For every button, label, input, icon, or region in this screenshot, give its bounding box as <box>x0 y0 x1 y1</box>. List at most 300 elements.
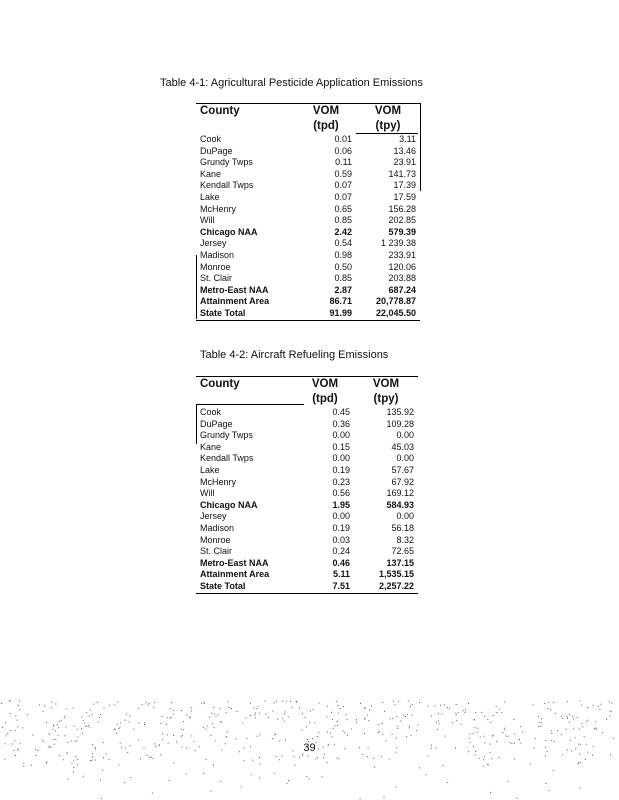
scan-speck <box>213 707 214 708</box>
scan-speck <box>346 714 347 715</box>
county-cell: State Total <box>196 581 296 593</box>
scan-speck <box>327 762 328 763</box>
table-row <box>196 569 418 581</box>
scan-speck <box>310 711 311 712</box>
vom-tpd-header <box>296 104 356 135</box>
scan-speck <box>162 733 163 734</box>
scan-speck <box>551 733 552 734</box>
scan-speck <box>442 713 443 714</box>
scan-speck <box>581 723 582 724</box>
scan-speck <box>443 765 444 766</box>
table-body <box>196 134 420 320</box>
scan-speck <box>490 722 491 723</box>
scan-speck <box>73 708 74 709</box>
scan-speck <box>404 715 405 716</box>
scan-speck <box>463 710 464 711</box>
county-cell: Kane <box>200 168 222 179</box>
vom-tpy-header-unit: (tpy) <box>373 393 399 405</box>
scan-speck <box>93 704 94 705</box>
county-cell: McHenry <box>200 476 237 487</box>
scan-speck <box>582 726 583 727</box>
scan-speck <box>317 757 318 758</box>
scan-speck <box>58 735 59 736</box>
table-rule <box>420 103 421 191</box>
scan-speck <box>547 708 548 709</box>
table-row <box>196 442 418 454</box>
scan-speck <box>138 739 139 740</box>
scan-speck <box>419 767 420 768</box>
scan-speck <box>231 708 232 709</box>
vom-tpd-cell: 0.00 <box>332 453 350 464</box>
scan-speck <box>438 721 439 722</box>
scan-speck <box>268 717 269 718</box>
scan-speck <box>394 704 395 705</box>
scan-speck <box>392 718 393 719</box>
scan-speck <box>66 708 67 709</box>
scan-speck <box>456 720 457 721</box>
scan-speck <box>382 702 383 703</box>
scan-speck <box>360 798 361 799</box>
scan-speck <box>570 740 571 741</box>
scan-speck <box>10 701 11 702</box>
scan-speck <box>484 756 485 757</box>
vom-tpd-cell: 2.42 <box>334 226 352 237</box>
vom-tpy-cell: 13.46 <box>393 145 416 156</box>
scan-speck <box>307 756 308 757</box>
vom-tpy-cell: 202.85 <box>388 215 416 226</box>
scan-speck <box>551 730 552 731</box>
scan-speck <box>577 717 578 718</box>
scan-speck <box>440 705 441 706</box>
scan-speck <box>260 734 261 735</box>
scan-speck <box>276 701 277 702</box>
scan-speck <box>396 738 397 739</box>
scan-speck <box>327 706 328 707</box>
vom-tpy-cell: 203.88 <box>388 273 416 284</box>
scan-speck <box>496 712 497 713</box>
scan-speck <box>520 726 521 727</box>
scan-speck <box>318 732 319 733</box>
scan-speck <box>73 767 74 768</box>
scan-speck <box>259 777 260 778</box>
scan-speck <box>409 726 410 727</box>
scan-speck <box>252 760 253 761</box>
scan-speck <box>530 764 531 765</box>
scan-speck <box>285 740 286 741</box>
scan-speck <box>332 736 333 737</box>
scan-speck <box>162 739 163 740</box>
scan-speck <box>364 718 365 719</box>
scan-speck <box>88 725 89 726</box>
county-header: County <box>196 104 296 135</box>
scan-speck <box>125 720 126 721</box>
scan-speck <box>337 758 338 759</box>
vom-tpd-cell: 0.00 <box>332 430 350 441</box>
vom-tpd-cell: 0.19 <box>332 522 350 533</box>
scan-speck <box>284 713 285 714</box>
scan-speck <box>561 734 562 735</box>
scan-speck <box>210 735 211 736</box>
scan-speck <box>65 716 66 717</box>
scan-speck <box>203 727 204 728</box>
scan-speck <box>519 739 520 740</box>
scan-speck <box>211 713 212 714</box>
scan-speck <box>508 781 509 782</box>
scan-speck <box>182 735 183 736</box>
scan-speck <box>82 716 83 717</box>
scan-speck <box>458 712 459 713</box>
vom-tpd-header-unit: (tpd) <box>312 393 338 405</box>
table-row <box>196 430 418 442</box>
scan-speck <box>147 755 148 756</box>
table-row <box>196 500 418 512</box>
scan-speck <box>606 719 607 720</box>
county-cell: St. Clair <box>200 273 233 284</box>
scan-speck <box>113 729 114 730</box>
vom-tpy-cell: 137.15 <box>386 557 414 568</box>
scan-speck <box>599 709 600 710</box>
scan-speck <box>286 701 287 702</box>
scan-speck <box>389 759 390 760</box>
scan-speck <box>516 798 517 799</box>
scan-speck <box>295 765 296 766</box>
scan-speck <box>567 718 568 719</box>
vom-tpd-cell: 0.15 <box>332 441 350 452</box>
scan-speck <box>396 716 397 717</box>
scan-speck <box>18 705 19 706</box>
scan-speck <box>286 783 287 784</box>
scan-speck <box>522 731 523 732</box>
scan-speck <box>538 726 539 727</box>
vom-tpd-cell: 1.95 <box>332 499 350 510</box>
scan-speck <box>449 708 450 709</box>
scan-speck <box>315 759 316 760</box>
vom-tpy-cell: 2,257.22 <box>354 581 418 593</box>
scan-speck <box>83 720 84 721</box>
scan-speck <box>561 716 562 717</box>
scan-speck <box>59 755 60 756</box>
county-cell: DuPage <box>200 418 233 429</box>
scan-speck <box>203 702 204 703</box>
scan-speck <box>258 706 259 707</box>
scan-speck <box>130 777 131 778</box>
scan-speck <box>254 714 255 715</box>
scan-speck <box>1 703 2 704</box>
scan-speck <box>140 759 141 760</box>
scan-speck <box>378 732 379 733</box>
scan-speck <box>117 701 118 702</box>
vom-tpy-cell: 0.00 <box>396 453 414 464</box>
scan-speck <box>191 711 192 712</box>
scan-speck <box>406 736 407 737</box>
vom-tpy-cell: 233.91 <box>388 249 416 260</box>
scan-speck <box>545 783 546 784</box>
table-row <box>196 523 418 535</box>
vom-tpy-cell: 56.18 <box>391 522 414 533</box>
scan-speck <box>15 716 16 717</box>
scan-speck <box>602 732 603 733</box>
table-row <box>196 134 420 146</box>
scan-speck <box>479 758 480 759</box>
scan-speck <box>7 733 8 734</box>
scan-speck <box>173 763 174 764</box>
scan-speck <box>17 720 18 721</box>
scan-speck <box>364 708 365 709</box>
scan-speck <box>436 722 437 723</box>
scan-speck <box>82 733 83 734</box>
vom-tpy-cell: 156.28 <box>388 203 416 214</box>
vom-tpy-cell: 141.73 <box>388 168 416 179</box>
scan-speck <box>373 758 374 759</box>
scan-speck <box>103 757 104 758</box>
vom-tpd-header-label: VOM <box>312 105 340 117</box>
scan-speck <box>499 757 500 758</box>
county-cell: Attainment Area <box>200 296 270 307</box>
scan-speck <box>381 756 382 757</box>
scan-speck <box>77 729 78 730</box>
scan-speck <box>250 715 251 716</box>
scan-speck <box>10 730 11 731</box>
scan-speck <box>274 773 275 774</box>
vom-tpy-cell: 45.03 <box>391 441 414 452</box>
table-row <box>196 453 418 465</box>
county-cell: McHenry <box>200 203 237 214</box>
vom-tpd-cell: 0.00 <box>332 511 350 522</box>
scan-speck <box>504 701 505 702</box>
scan-speck <box>610 754 611 755</box>
vom-tpd-cell: 0.11 <box>335 157 352 168</box>
scan-speck <box>19 709 20 710</box>
scan-speck <box>428 756 429 757</box>
scan-speck <box>505 736 506 737</box>
table-row <box>196 308 420 320</box>
table-row <box>196 204 420 216</box>
scan-speck <box>335 725 336 726</box>
scan-speck <box>227 701 228 702</box>
table-row <box>196 558 418 570</box>
scan-speck <box>77 765 78 766</box>
scan-speck <box>162 716 163 717</box>
scan-speck <box>410 706 411 707</box>
scan-speck <box>281 756 282 757</box>
county-cell: Grundy Twps <box>200 430 253 441</box>
vom-tpd-cell: 0.56 <box>332 488 350 499</box>
scan-speck <box>226 736 227 737</box>
scan-speck <box>586 721 587 722</box>
scan-speck <box>279 759 280 760</box>
scan-speck <box>23 766 24 767</box>
scan-speck <box>214 727 215 728</box>
scan-speck <box>160 723 161 724</box>
scan-speck <box>115 729 116 730</box>
county-cell: DuPage <box>200 145 233 156</box>
county-cell: Will <box>200 215 215 226</box>
scan-speck <box>296 701 297 702</box>
scan-speck <box>337 705 338 706</box>
scan-speck <box>51 707 52 708</box>
scan-speck <box>89 716 90 717</box>
scan-speck <box>336 701 337 702</box>
scan-speck <box>400 721 401 722</box>
scan-speck <box>277 719 278 720</box>
scan-speck <box>343 731 344 732</box>
table-row <box>196 215 420 227</box>
scan-speck <box>548 702 549 703</box>
scan-speck <box>464 712 465 713</box>
scan-speck <box>99 717 100 718</box>
table-row <box>196 157 420 169</box>
vom-tpy-cell: 169.12 <box>386 488 414 499</box>
scan-speck <box>282 718 283 719</box>
scan-speck <box>491 758 492 759</box>
scan-speck <box>210 791 211 792</box>
scan-speck <box>578 762 579 763</box>
scan-speck <box>481 712 482 713</box>
scan-speck <box>27 714 28 715</box>
scan-speck <box>541 722 542 723</box>
scan-speck <box>609 711 610 712</box>
scan-speck <box>551 740 552 741</box>
scan-speck <box>237 711 238 712</box>
scan-speck <box>17 726 18 727</box>
scan-speck <box>611 703 612 704</box>
scan-speck <box>216 716 217 717</box>
table-row <box>196 477 418 489</box>
scan-speck <box>476 732 477 733</box>
scan-speck <box>97 702 98 703</box>
vom-tpy-cell: 20,778.87 <box>375 296 416 307</box>
scan-speck <box>356 719 357 720</box>
scan-speck <box>572 716 573 717</box>
scan-speck <box>186 773 187 774</box>
scan-speck <box>580 762 581 763</box>
vom-tpd-cell: 5.11 <box>332 569 350 580</box>
scan-speck <box>22 727 23 728</box>
scan-speck <box>64 735 65 736</box>
scan-speck <box>302 713 303 714</box>
scan-speck <box>129 715 130 716</box>
scan-speck <box>555 713 556 714</box>
scan-speck <box>53 729 54 730</box>
scan-speck <box>473 719 474 720</box>
scan-speck <box>53 739 54 740</box>
table-row <box>196 250 420 262</box>
county-cell: State Total <box>196 308 296 320</box>
scan-speck <box>242 723 243 724</box>
scan-speck <box>473 733 474 734</box>
scan-speck <box>314 722 315 723</box>
scan-speck <box>126 714 127 715</box>
scan-speck <box>549 790 550 791</box>
scan-speck <box>514 733 515 734</box>
scan-speck <box>538 716 539 717</box>
county-cell: Kendall Twps <box>200 453 254 464</box>
scan-speck <box>595 721 596 722</box>
scan-speck <box>120 722 121 723</box>
scan-speck <box>475 712 476 713</box>
scan-speck <box>290 701 291 702</box>
scan-speck <box>306 776 307 777</box>
vom-tpy-header-label: VOM <box>374 105 402 117</box>
scan-speck <box>86 712 87 713</box>
vom-tpy-cell: 1,535.15 <box>378 569 414 580</box>
scan-speck <box>85 726 86 727</box>
scan-speck <box>493 715 494 716</box>
scan-speck <box>378 724 379 725</box>
scan-speck <box>390 718 391 719</box>
vom-tpd-cell: 91.99 <box>296 308 356 320</box>
scan-speck <box>296 702 297 703</box>
scan-speck <box>412 704 413 705</box>
scan-speck <box>544 703 545 704</box>
scan-speck <box>393 701 394 702</box>
scan-speck <box>144 722 145 723</box>
scan-speck <box>434 706 435 707</box>
scan-speck <box>151 757 152 758</box>
table-row <box>196 465 418 477</box>
scan-speck <box>77 759 78 760</box>
scan-speck <box>382 734 383 735</box>
scan-speck <box>247 738 248 739</box>
scan-speck <box>379 731 380 732</box>
page-number: 39 <box>303 742 316 754</box>
scan-speck <box>513 719 514 720</box>
county-cell: Jersey <box>200 238 227 249</box>
scan-speck <box>171 717 172 718</box>
vom-tpy-cell: 17.59 <box>393 191 416 202</box>
scan-speck <box>89 727 90 728</box>
scan-speck <box>419 702 420 703</box>
county-cell: Monroe <box>200 261 231 272</box>
scan-speck <box>92 714 93 715</box>
county-cell: Metro-East NAA <box>200 557 269 568</box>
scan-speck <box>58 727 59 728</box>
scan-speck <box>254 708 255 709</box>
scan-speck <box>581 705 582 706</box>
scan-speck <box>504 730 505 731</box>
scan-speck <box>492 736 493 737</box>
scan-speck <box>340 708 341 709</box>
scan-speck <box>557 730 558 731</box>
scan-speck <box>257 736 258 737</box>
county-cell: Chicago NAA <box>200 226 258 237</box>
scan-speck <box>256 708 257 709</box>
scan-speck <box>347 735 348 736</box>
scan-speck <box>173 735 174 736</box>
scan-speck <box>367 756 368 757</box>
county-cell: Will <box>200 488 215 499</box>
scan-speck <box>613 738 614 739</box>
scan-speck <box>173 714 174 715</box>
scan-speck <box>592 755 593 756</box>
scan-speck <box>291 707 292 708</box>
scan-speck <box>274 702 275 703</box>
scan-speck <box>220 721 221 722</box>
scan-speck <box>579 701 580 702</box>
county-cell: Cook <box>200 407 222 417</box>
scan-speck <box>167 717 168 718</box>
scan-speck <box>274 734 275 735</box>
scan-speck <box>6 735 7 736</box>
scan-speck <box>332 719 333 720</box>
table-row <box>196 488 418 500</box>
scan-speck <box>149 757 150 758</box>
scan-speck <box>117 724 118 725</box>
scan-speck <box>207 726 208 727</box>
scan-speck <box>142 704 143 705</box>
scan-speck <box>259 757 260 758</box>
scan-speck <box>154 702 155 703</box>
